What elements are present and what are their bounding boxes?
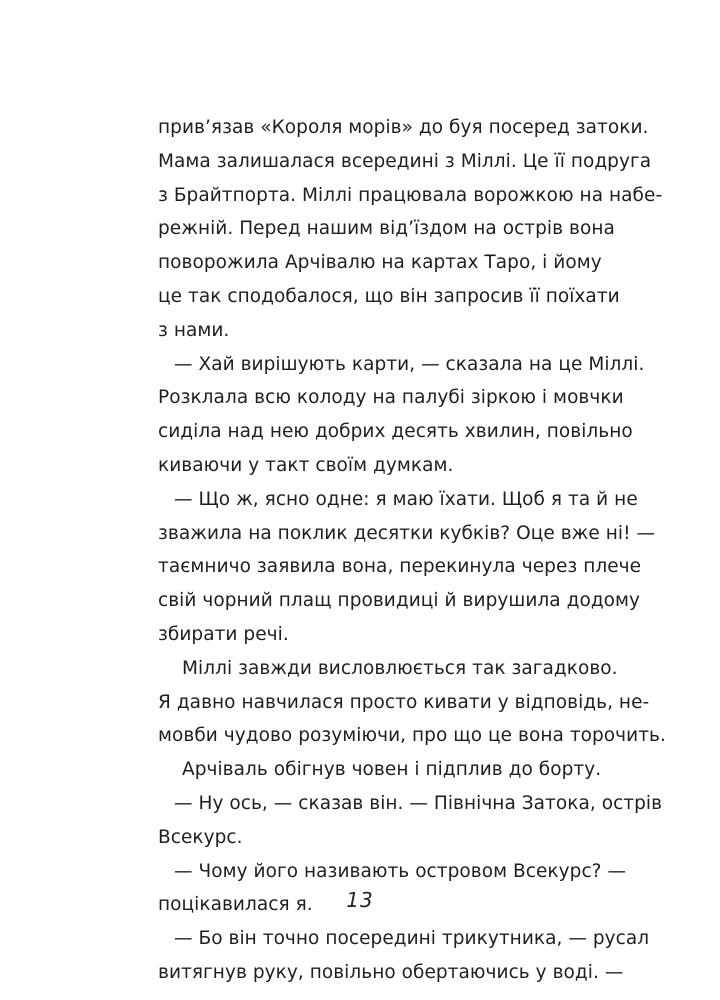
text-line: таємничо заявила вона, перекинула через плече xyxy=(158,556,642,578)
text-line: це так сподобалося, що він запросив її поїхати xyxy=(158,285,620,307)
text-line: — Що ж, ясно одне: я маю їхати. Щоб я та й не xyxy=(174,488,638,510)
text-line: свій чорний плащ провидиці й вирушила додому xyxy=(158,590,641,612)
paragraph xyxy=(158,787,663,855)
paragraph xyxy=(158,111,663,348)
text-line: збирати речі. xyxy=(158,623,289,645)
paragraph xyxy=(158,753,602,787)
text-line: прив’язав «Короля морів» до буя посеред затоки. xyxy=(158,117,649,138)
text-line: з нами. xyxy=(158,319,230,341)
text-line: — Чому його називають островом Всекурс? — xyxy=(174,860,627,882)
text-line: мовби чудово розуміючи, про що це вона торочить. xyxy=(158,725,666,747)
text-line: Я давно навчилася просто кивати у відповідь, не- xyxy=(158,691,650,713)
page-number: 13 xyxy=(346,888,374,912)
text-line: Розклала всю колоду на палубі зіркою і мовчки xyxy=(158,387,624,409)
text-line: витягнув руку, повільно обертаючись у воді. — xyxy=(158,961,624,983)
text-line: Мама залишалася всередині з Міллі. Це її подруга xyxy=(158,150,652,172)
text-line: киваючи у такт своїм думкам. xyxy=(158,454,454,476)
paragraph xyxy=(158,652,666,753)
text-line: Арчіваль обігнув човен і підплив до борту. xyxy=(182,759,602,781)
text-line: поворожила Арчівалю на картах Таро, і йому xyxy=(158,252,602,274)
text-line: поцікавилася я. xyxy=(158,894,313,916)
paragraph xyxy=(158,483,656,652)
body-text xyxy=(158,111,666,990)
text-line: сиділа над нею добрих десять хвилин, повільно xyxy=(158,421,633,443)
text-line: зважила на поклик десятки кубків? Оце вже ні! — xyxy=(158,522,656,544)
paragraph xyxy=(158,348,645,483)
text-line: — Бо він точно посередині трикутника, — русал xyxy=(174,928,650,950)
text-line: Всекурс. xyxy=(158,826,243,848)
paragraph xyxy=(158,922,650,990)
text-line: режній. Перед нашим від’їздом на острів вона xyxy=(158,218,615,240)
text-line: — Хай вирішують карти, — сказала на це Міллі. xyxy=(174,353,645,375)
text-line: — Ну ось, — сказав він. — Північна Затока, острів xyxy=(174,792,663,814)
text-line: з Брайтпорта. Міллі працювала ворожкою на набе- xyxy=(158,184,663,206)
text-line: Міллі завжди висловлюється так загадково. xyxy=(182,657,618,679)
